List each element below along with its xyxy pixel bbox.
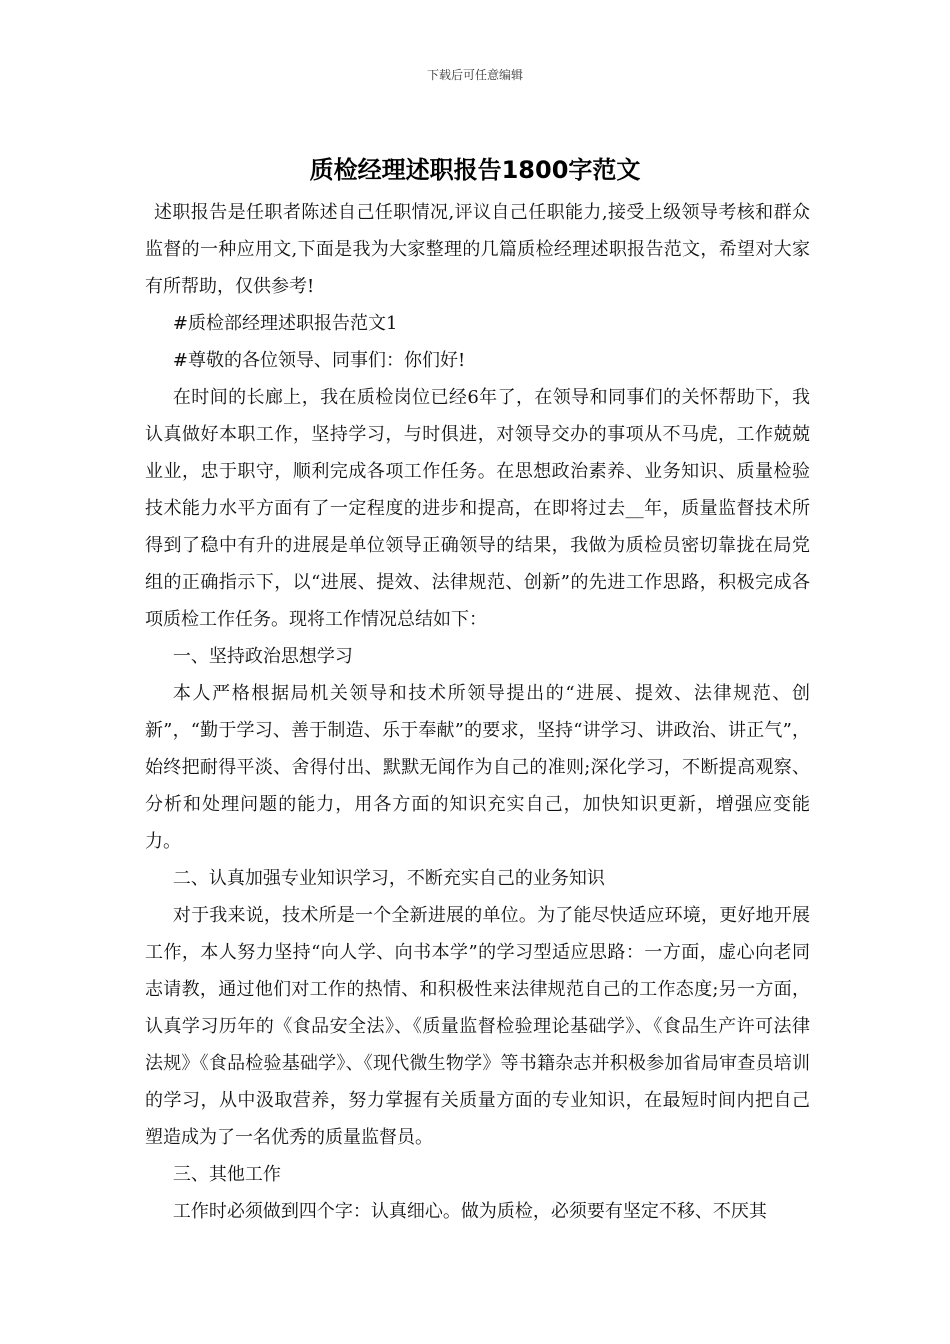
body-paragraph: 对于我来说，技术所是一个全新进展的单位。为了能尽快适应环境，更好地开展工作，本人努力坚持“向人学、向书本学”的学习型适应思路：一方面，虚心向老同志请教，通过他们对工作的热情、和积极性来法律规范自己的工作态度;另一方面，认真学习历年的《食品安全法》、《质量监督检验理论基础学》、《食品生产许可法律法规》《食品检验基础学》、《现代微生物学》等书籍杂志并积极参加省局审查员培训的学习，从中汲取营养，努力掌握有关质量方面的专业知识，在最短时间内把自己塑造成为了一名优秀的质量监督员。 [145, 905, 810, 1148]
salutation: #尊敬的各位领导、同事们：你们好! [172, 350, 466, 371]
header-note: 下载后可任意编辑 [426, 68, 523, 82]
subheading-3: 三、其他工作 [172, 1164, 281, 1185]
body-paragraph: 本人严格根据局机关领导和技术所领导提出的“进展、提效、法律规范、创新”，“勤于学习、善于制造、乐于奉献”的要求，坚持“讲学习、讲政治、讲正气”，始终把耐得平淡、舍得付出、默默无闻作为自己的准则;深化学习，不断提高观察、分析和处理问题的能力，用各方面的知识充实自己，加快知识更新，增强应变能力。 [145, 683, 810, 852]
subheading-2: 二、认真加强专业知识学习，不断充实自己的业务知识 [172, 868, 605, 889]
document-title: 质检经理述职报告1800字范文 [309, 156, 641, 184]
subheading-1: 一、坚持政治思想学习 [172, 646, 353, 667]
intro-paragraph: 述职报告是任职者陈述自己任职情况,评议自己任职能力,接受上级领导考核和群众监督的一种应用文,下面是我为大家整理的几篇质检经理述职报告范文，希望对大家有所帮助，仅供参考! [145, 202, 810, 297]
body-paragraph: 工作时必须做到四个字：认真细心。做为质检，必须要有坚定不移、不厌其 [172, 1201, 767, 1222]
section-heading: #质检部经理述职报告范文1 [172, 313, 398, 334]
document-body [145, 194, 810, 1230]
body-paragraph: 在时间的长廊上，我在质检岗位已经6年了，在领导和同事们的关怀帮助下，我认真做好本职工作，坚持学习，与时俱进，对领导交办的事项从不马虎，工作兢兢业业，忠于职守，顺利完成各项工作任务。在思想政治素养、业务知识、质量检验技术能力水平方面有了一定程度的进步和提高，在即将过去__年，质量监督技术所得到了稳中有升的进展是单位领导正确领导的结果，我做为质检员密切靠拢在局党组的正确指示下，以“进展、提效、法律规范、创新”的先进工作思路，积极完成各项质检工作任务。现将工作情况总结如下： [145, 387, 810, 630]
